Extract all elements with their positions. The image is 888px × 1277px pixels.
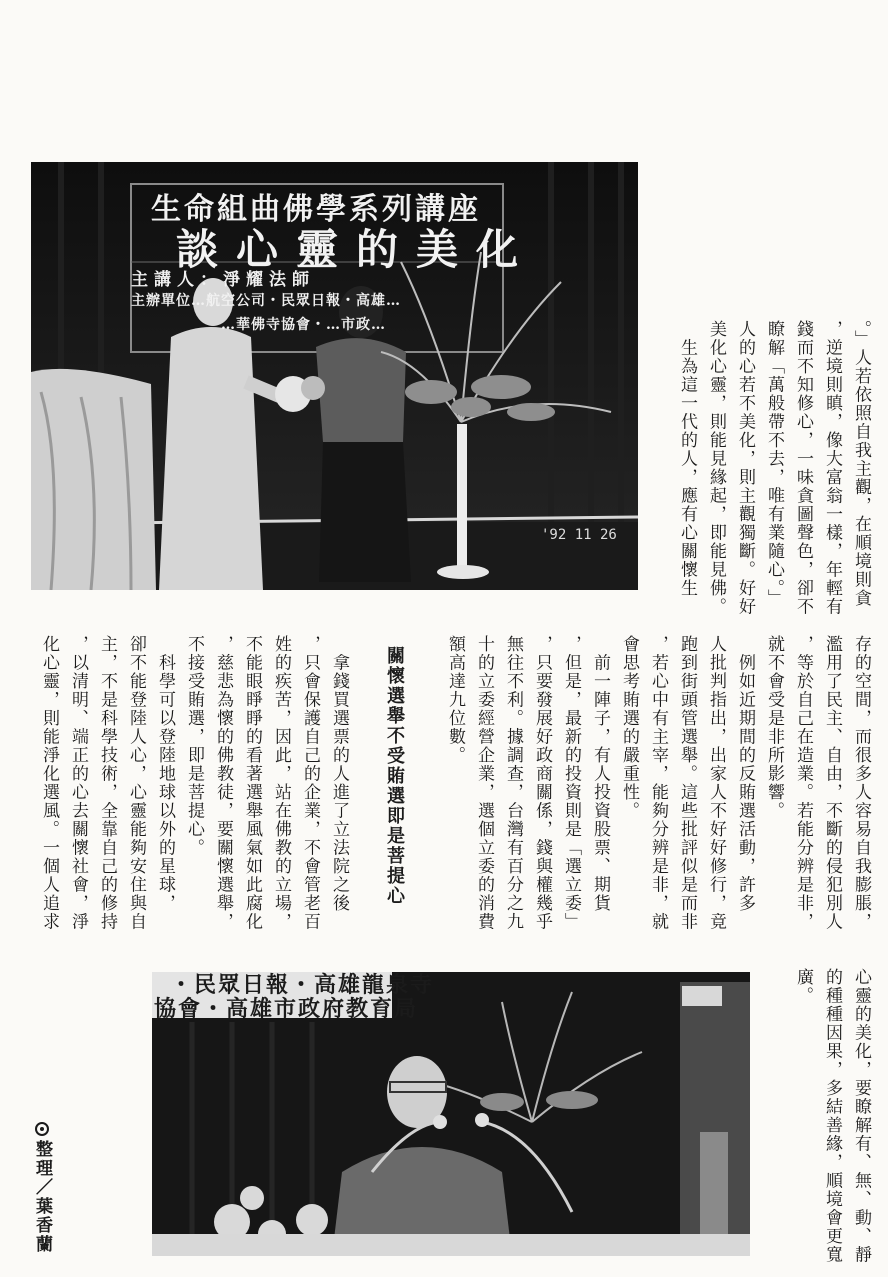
section-heading: 關懷選舉不受賄選即是菩提心 [384, 646, 405, 906]
banner-bottom-line-2: 協會・高雄市政府教育局 [154, 996, 419, 1022]
middle-text-col-8: ，若心中有主宰，能夠分辨是非，就 [648, 635, 668, 931]
middle-text-col-13: 無往不利。據調查，台灣有百分之九 [503, 635, 523, 931]
banner-organizers-2: …華佛寺協會・…市政… [221, 317, 386, 333]
middle-text-col-9: 會思考賄選的嚴重性。 [619, 635, 639, 820]
upper-text-col-5: 人的心若不美化，則主觀獨斷。好好 [735, 320, 755, 616]
banner-organizers: 主辦單位…航空公司・民眾日報・高雄… [131, 293, 401, 309]
lecture-photo-bottom [152, 972, 750, 1256]
lower-text-col-1: 心靈的美化，要瞭解有、無、動、靜 [851, 968, 871, 1264]
upper-text-col-3: 錢而不知修心，一味貪圖聲色，卻不 [793, 320, 813, 616]
upper-text-col-7: 生為這一代的人，應有心關懷生 [677, 320, 697, 598]
lower-text-col-3: 廣。 [793, 968, 813, 1005]
editor-credit-text: 整理／葉香蘭 [32, 1140, 52, 1254]
middle-text-col-24: 主，不是科學技術，全靠自己的修持 [97, 635, 117, 931]
banner-lecture-title: 談心靈的美化 [176, 225, 537, 274]
lecture-photo-top [31, 162, 638, 590]
middle-text-col-2: 濫用了民主、自由，不斷的侵犯別人 [822, 635, 842, 931]
lower-text-col-2: 的種種因果，多結善緣，順境會更寬 [822, 968, 842, 1264]
middle-text-col-7: 跑到街頭管選舉。這些批評似是而非 [677, 635, 697, 931]
banner-series-title: 生命組曲佛學系列講座 [151, 192, 481, 227]
middle-text-col-25: ，以清明、端正的心去關懷社會，淨 [68, 635, 88, 931]
middle-text-col-11: ，但是，最新的投資則是「選立委」 [561, 635, 581, 931]
upper-text-col-4: 瞭解「萬般帶不去，唯有業隨心。」 [764, 320, 784, 608]
middle-text-col-17: ，只會保護自己的企業，不會管老百 [300, 635, 320, 931]
middle-text-col-19: 不能眼睜睜的看著選舉風氣如此腐化 [242, 635, 262, 931]
middle-text-col-1: 存的空間，而很多人容易自我膨脹， [851, 635, 871, 931]
middle-text-col-12: ，只要發展好政商關係，錢與權幾乎 [532, 635, 552, 931]
banner-bottom-line-1: ・民眾日報・高雄龍泉寺 [170, 972, 435, 998]
editor-credit [30, 1122, 55, 1254]
photo-date-stamp: '92 11 26 [541, 527, 617, 543]
middle-text-col-4: 就不會受是非所影響。 [764, 635, 784, 820]
middle-text-col-5: 例如近期間的反賄選活動，許多 [735, 635, 755, 913]
middle-text-col-21: 不接受賄選，即是菩提心。 [184, 635, 204, 857]
middle-text-col-16: 拿錢買選票的人進了立法院之後 [329, 635, 349, 913]
middle-text-col-26: 化心靈，則能淨化選風。一個人追求 [39, 635, 59, 931]
middle-text-col-6: 人批判指出，出家人不好好修行，竟 [706, 635, 726, 931]
middle-text-col-10: 前一陣子，有人投資股票、期貨 [590, 635, 610, 913]
middle-text-col-22: 科學可以登陸地球以外的星球， [155, 635, 175, 913]
bullet-target-icon [35, 1122, 49, 1136]
middle-text-col-20: ，慈悲為懷的佛教徒，要關懷選舉， [213, 635, 233, 931]
banner-speaker: 主講人：淨耀法師 [131, 270, 315, 290]
upper-text-col-6: 美化心靈，則能見緣起，即能見佛。 [706, 320, 726, 616]
upper-text-col-2: ，逆境則瞋，像大富翁一樣，年輕有 [822, 320, 842, 616]
middle-text-col-14: 十的立委經營企業，選個立委的消費 [474, 635, 494, 931]
upper-text-col-1: 。」人若依照自我主觀，在順境則貪 [851, 320, 871, 608]
middle-text-col-23: 卻不能登陸人心，心靈能夠安住與自 [126, 635, 146, 931]
middle-text-col-15: 額高達九位數。 [445, 635, 465, 765]
middle-text-col-3: ，等於自己在造業。若能分辨是非， [793, 635, 813, 931]
middle-text-col-18: 姓的疾苦，因此，站在佛教的立場， [271, 635, 291, 931]
